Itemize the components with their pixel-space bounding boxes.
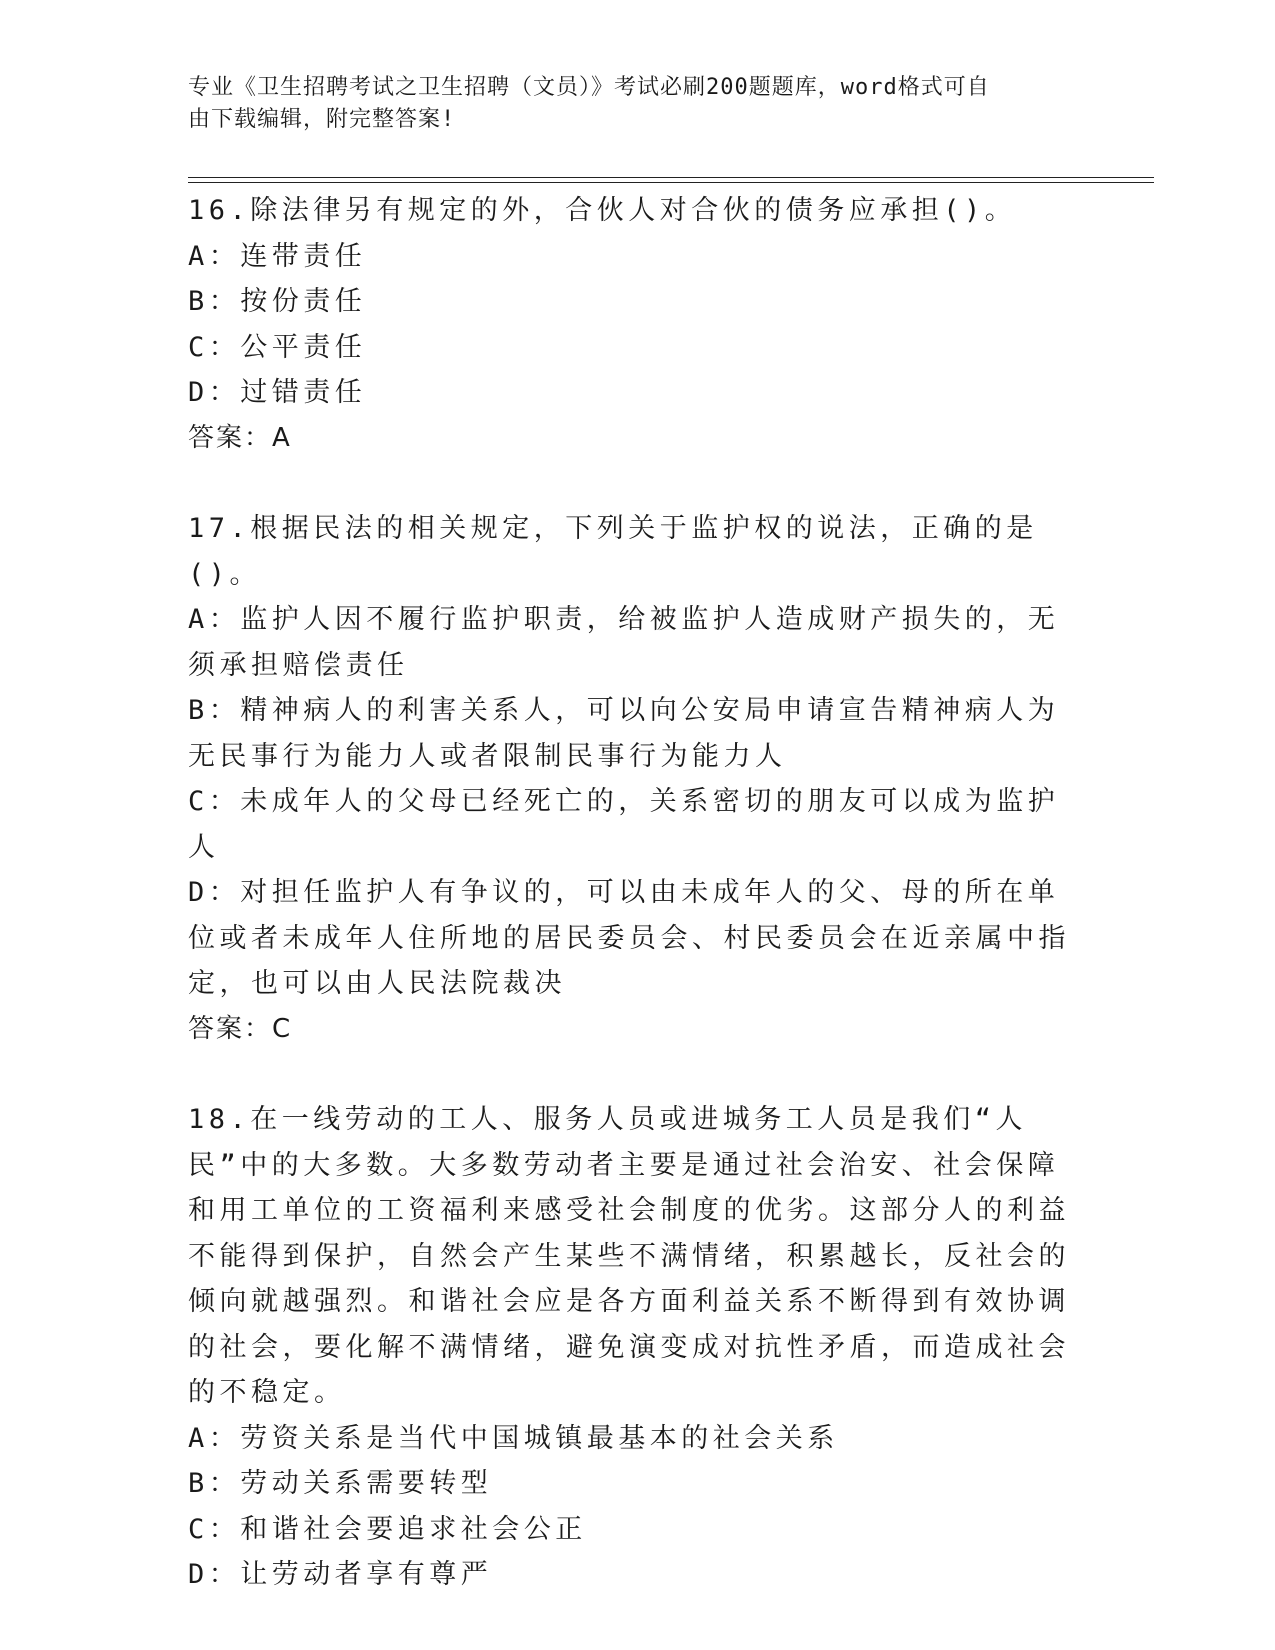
header-line-1: 专业《卫生招聘考试之卫生招聘（文员）》考试必刷200题题库，word格式可自 (188, 75, 990, 100)
option-a: A：劳资关系是当代中国城镇最基本的社会关系 (188, 1422, 839, 1454)
answer-label: 答案：C (188, 1013, 293, 1044)
option-d: D：过错责任 (188, 377, 367, 408)
header-line-2: 由下载编辑，附完整答案! (188, 107, 456, 132)
option-b: B：精神病人的利害关系人，可以向公安局申请宣告精神病人为无民事行为能力人或者限制民事行为能力人 (188, 695, 1060, 772)
answer-label: 答案：A (188, 422, 292, 453)
header-divider-top (188, 177, 1154, 178)
option-d: D：对担任监护人有争议的，可以由未成年人的父、母的所在单位或者未成年人住所地的居民委员会、村民委员会在近亲属中指定，也可以由人民法院裁决 (188, 877, 1070, 999)
option-b: B：按份责任 (188, 286, 367, 317)
question-18 (188, 1097, 1088, 1598)
option-d: D：让劳动者享有尊严 (188, 1559, 493, 1590)
option-c: C：和谐社会要追求社会公正 (188, 1513, 587, 1545)
question-17 (188, 506, 1088, 1052)
option-a: A：连带责任 (188, 240, 367, 272)
option-c: C：公平责任 (188, 331, 367, 363)
question-list (188, 188, 1088, 1598)
question-stem: 16.除法律另有规定的外，合伙人对合伙的债务应承担()。 (188, 195, 1017, 226)
option-c: C：未成年人的父母已经死亡的，关系密切的朋友可以成为监护人 (188, 786, 1060, 863)
question-stem: 18.在一线劳动的工人、服务人员或进城务工人员是我们“人民”中的大多数。大多数劳动者主要是通过社会治安、社会保障和用工单位的工资福利来感受社会制度的优劣。这部分人的利益不能得到保护，自然会产生某些不满情绪，积累越长，反社会的倾向就越强烈。和谐社会应是各方面利益关系不断得到有效协调的社会，要化解不满情绪，避免演变成对抗性矛盾，而造成社会的不稳定。 (188, 1104, 1070, 1408)
option-a: A：监护人因不履行监护职责，给被监护人造成财产损失的，无须承担赔偿责任 (188, 604, 1060, 681)
header-divider-bottom (188, 182, 1154, 183)
document-header (188, 72, 1068, 136)
option-b: B：劳动关系需要转型 (188, 1468, 493, 1499)
question-16 (188, 188, 1088, 461)
question-stem: 17.根据民法的相关规定，下列关于监护权的说法，正确的是()。 (188, 513, 1038, 590)
